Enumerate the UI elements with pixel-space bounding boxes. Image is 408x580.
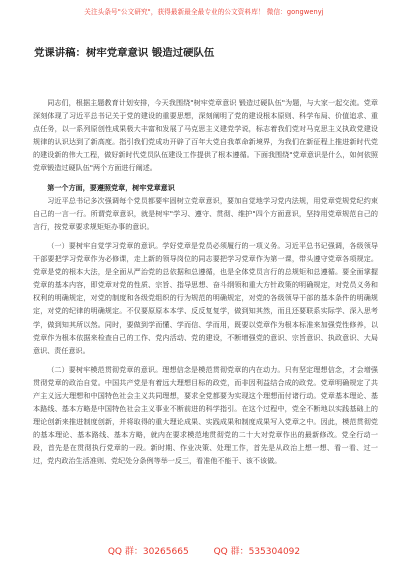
footer-qq-group-2: QQ 群：535304092 [213, 547, 301, 557]
section-heading: 第一个方面，要遵照党章，树牢党章意识 [47, 182, 175, 192]
section-intro-paragraph: 习近平总书记多次强调每个党员都要牢固树立党章意识，要加自觉地学习党内法规，用党章党规党纪约束自己的一言一行。所谓党章意识，就是树牢"学习、遵守、贯彻、维护"四个方面意识，坚持用党章规范自己的言行，按党章要求规矩矩办事的意识。 [33, 195, 378, 231]
footer-contact [0, 544, 408, 557]
header-banner: 关注头条号"公文研究"，获得最新最全最专业的公文资料库！ 微信：gongwenyj [84, 8, 324, 16]
footer-qq-group-1: QQ 群：30265665 [107, 547, 189, 557]
intro-paragraph: 同志们，根据主题教育计划安排，今天我围绕"树牢党章意识 锻造过硬队伍"为题，与大家一起交流。党章深刻体现了习近平总书记关于党的建设的重要思想，深刻阐明了党的建设根本原则、科学布局、价值追求、重点任务，以一系列原创性成果极大丰富和发展了马克思主义建党学说，标志着我们党对马克思主义执政党建设规律的认识达到了新高度。指引我们党成功开辟了百年大党自我革命新境界，为我们在新征程上推进新时代党的建设新的伟大工程，做好新时代党员队伍建设工作提供了根本遵循。下面我围绕"党章意识是什么，如何依照党章锻造过硬队伍"两个方面进行阐述。 [33, 98, 378, 173]
subsection-1-paragraph: （一）要树牢自觉学习党章的意识。学好党章是党员必须履行的一项义务。习近平总书记强调，各级领导干部要把学习党章作为必修课，走上新的领导岗位的同志要把学习党章作为第一课，带头遵守党章各项规定。党章是党的根本大法，是全面从严治党的总依据和总遵循，也是全体党员言行的总规矩和总遵循。要全面掌握党章的基本内容，即党章对党的性质、宗旨、指导思想、奋斗纲领和重大方针政策的明确规定，对党员义务和权利的明确规定，对党的制度和各级党组织的行为规范的明确规定，对党的各级领导干部的基本条件的明确规定，对党的纪律的明确规定。不仅要原原本本学、反反复复学，做到知其然，而且还要联系实际学、深入思考学，做到知其所以然。同时，要做到学而懂、学而信、学而用，既要以党章作为根本标准来加强党性修养，以党章作为根本依据来检查自己的工作、党内活动、党的建设，不断增强党的意识、宗旨意识、执政意识、大局意识、责任意识。 [33, 240, 378, 355]
subsection-2-paragraph: （二）要树牢模范贯彻党章的意识。理想信念是模范贯彻党章的内在动力。只有坚定理想信念，才会增强贯彻党章的政治自觉。中国共产党是有着远大理想目标的政党，而非因利益结合成的政党。党章明确规定了共产主义远大理想和中国特色社会主义共同理想，要求全党都要为实现这个理想而付诸行动。党章基本理论、基本路线、基本方略是中国特色社会主义事业不断前进的科学指引。在这个过程中，党全不断地以实践基础上的理论创新来推进制度创新，并将取得的重大理论成果、实践成果和制度成果写入党章之中。因此，模范贯彻党的基本理论、基本路线、基本方略，就内在要求模范地贯彻党的二十大对党章作出的最新修改。党全行动一段，首先是在贯彻执行党章的一段。新时期、作业决策、处理工作，首先是从政治上想一想、看一看、过一过，党内政治生活准则、党纪处分条例等举一反三，看准他不能干、该不该做。 [33, 364, 378, 466]
document-body [33, 96, 378, 468]
page-title: 党课讲稿：树牢党章意识 锻造过硬队伍 [34, 47, 215, 59]
